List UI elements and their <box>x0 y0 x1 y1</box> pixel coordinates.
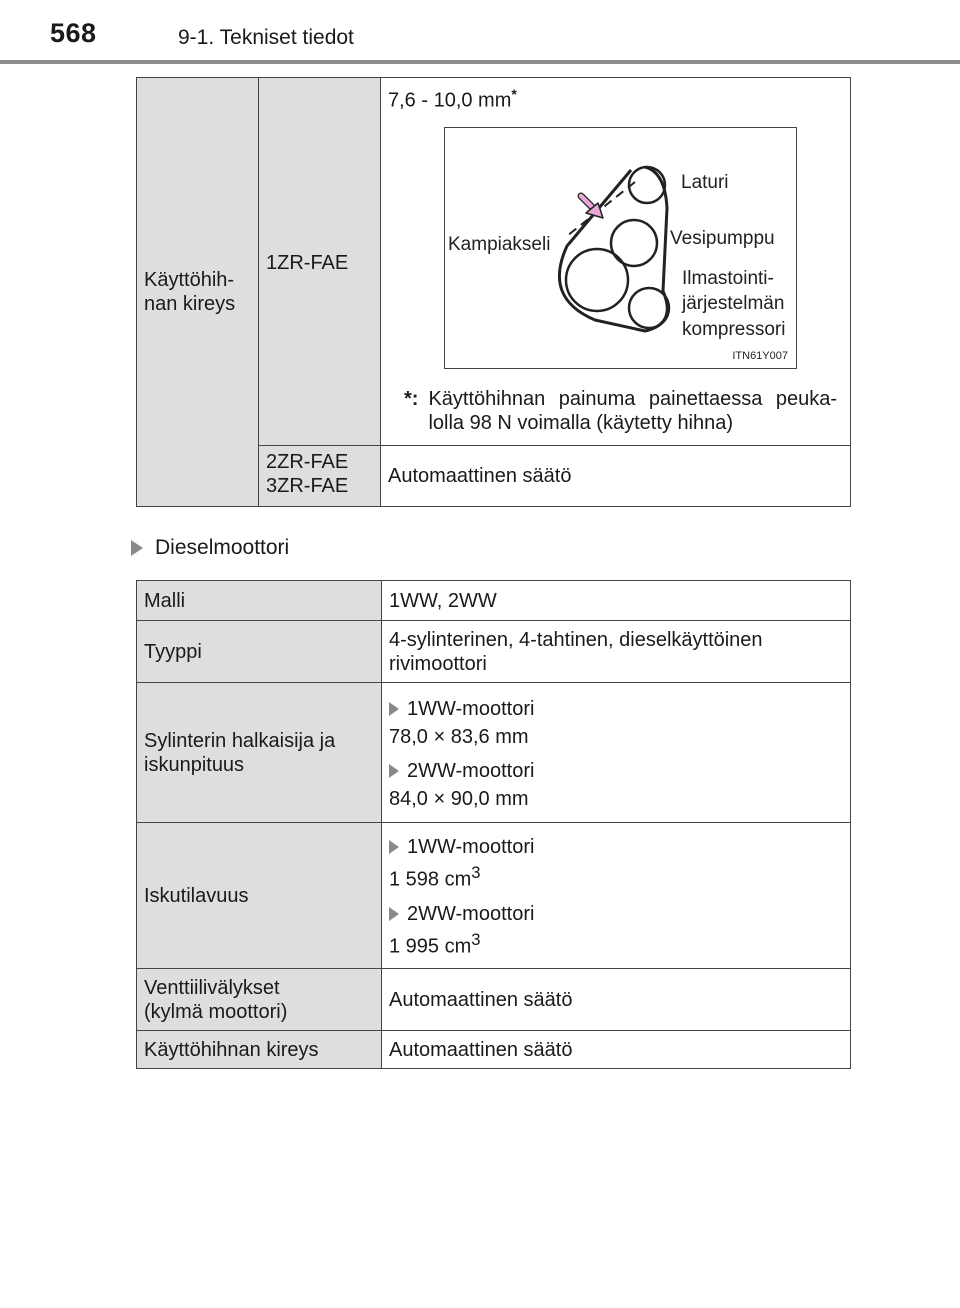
model-label: Malli <box>137 581 382 621</box>
displacement-values <box>382 823 851 969</box>
valve-clearance-label: Venttiilivälykset (kylmä moottori) <box>137 969 382 1031</box>
table-row <box>137 581 851 621</box>
type-value: 4-sylinterinen, 4-tahtinen, dieselkäyttöinen rivimoottori <box>382 621 851 683</box>
table-row <box>137 621 851 683</box>
bore-1ww-value: 78,0 × 83,6 mm <box>389 725 529 748</box>
bore-stroke-values <box>382 683 851 823</box>
disp-1ww-heading: 1WW-moottori <box>389 835 843 859</box>
asterisk-mark: * <box>511 86 517 102</box>
diesel-heading: Dieselmoottori <box>131 536 289 560</box>
page-number: 568 <box>50 18 97 48</box>
crankshaft-pulley <box>566 249 628 311</box>
header-rule <box>0 60 960 64</box>
bore-2ww-heading: 2WW-moottori <box>389 759 843 783</box>
table-row <box>137 969 851 1031</box>
section-title: 9-1. Tekniset tiedot <box>178 26 354 49</box>
crankshaft-label: Kampiakseli <box>448 233 551 255</box>
belt-tension-diesel-value: Automaattinen säätö <box>382 1031 851 1069</box>
bore-1ww-heading: 1WW-moottori <box>389 697 843 721</box>
table-row <box>137 1031 851 1069</box>
disp-2ww-heading: 2WW-moottori <box>389 902 843 926</box>
valve-clearance-value: Automaattinen säätö <box>382 969 851 1031</box>
triangle-bullet-icon <box>389 702 399 716</box>
triangle-bullet-icon <box>389 840 399 854</box>
water-pump-label: Vesipumppu <box>670 227 775 249</box>
disp-1ww-value: 1 598 $cm^3$ <box>389 863 481 891</box>
water-pump-pulley <box>611 220 657 266</box>
belt-diagram <box>444 127 797 369</box>
alternator-pulley <box>629 167 665 203</box>
model-value: 1WW, 2WW <box>382 581 851 621</box>
alternator-label: Laturi <box>681 171 729 193</box>
footnote-mark: *: <box>404 387 419 410</box>
footnote-text: Käyttöhihnan painuma painettaessa peuka-lolla 98 N voimalla (käytetty hihna) <box>428 387 837 434</box>
engine-2zr-3zr-value: Automaattinen säätö <box>381 445 851 506</box>
disp-2ww-value: 1 995 $cm^3$ <box>389 929 481 958</box>
diagram-code: ITN61Y007 <box>732 350 788 363</box>
engine-2zr-3zr-label: 2ZR-FAE 3ZR-FAE <box>259 445 381 506</box>
ac-compressor-label: Ilmastointi- järjestelmän kompressori <box>682 267 786 340</box>
belt-tension-label: Käyttöhih- nan kireys <box>137 78 259 507</box>
bore-stroke-label: Sylinterin halkaisija ja iskunpituus <box>137 683 382 823</box>
table-row <box>137 683 851 823</box>
diesel-engine-table <box>136 580 851 1069</box>
triangle-bullet-icon <box>389 764 399 778</box>
belt-tension-diesel-label: Käyttöhihnan kireys <box>137 1031 382 1069</box>
belt-tension-table <box>136 77 851 507</box>
triangle-bullet-icon <box>389 907 399 921</box>
belt-deflection-value: 7,6 - 10,0 mm* <box>388 86 517 112</box>
footnote <box>404 387 837 435</box>
displacement-label: Iskutilavuus <box>137 823 382 969</box>
bore-2ww-value: 84,0 × 90,0 mm <box>389 787 529 810</box>
type-label: Tyyppi <box>137 621 382 683</box>
table-row <box>137 823 851 969</box>
triangle-bullet-icon <box>131 540 143 556</box>
engine-1zr-value-cell <box>381 78 851 446</box>
belt-deflection-line <box>567 182 635 236</box>
deflection-arrow-icon <box>581 196 603 218</box>
engine-1zr-label: 1ZR-FAE <box>259 78 381 446</box>
table-row <box>137 78 851 446</box>
